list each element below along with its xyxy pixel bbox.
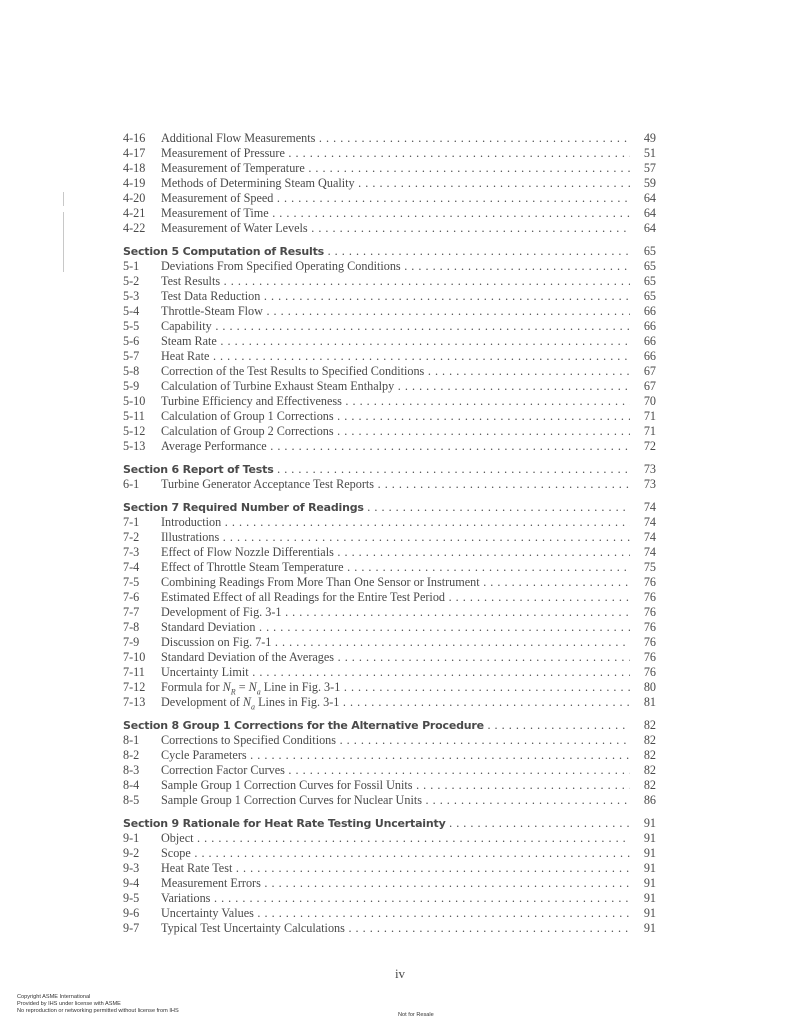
entry-title: Cycle Parameters . . . — [161, 748, 630, 763]
section-title: Section 9 Rationale for Heat Rate Testing Uncertainty . . . — [123, 816, 630, 831]
entry-page: 82 — [643, 778, 656, 792]
toc-entry — [123, 560, 656, 575]
entry-page: 72 — [643, 439, 656, 453]
entry-number: 8-3 — [123, 763, 140, 777]
toc-entry — [123, 876, 656, 891]
toc-entry — [123, 575, 656, 590]
entry-title: Effect of Throttle Steam Temperature . . . — [161, 560, 630, 575]
entry-number: 4-16 — [123, 131, 146, 145]
toc-entry — [123, 620, 656, 635]
section-title: Section 8 Group 1 Corrections for the Alternative Procedure . . . — [123, 718, 630, 733]
entry-title: Measurement Errors . . . — [161, 876, 630, 891]
toc-entry — [123, 206, 656, 221]
toc-entry — [123, 680, 656, 695]
entry-page: 76 — [643, 590, 656, 604]
entry-title: Uncertainty Limit . . . — [161, 665, 630, 680]
section-page: 91 — [643, 816, 656, 830]
toc-entry — [123, 221, 656, 236]
entry-number: 5-12 — [123, 424, 146, 438]
entry-title: Uncertainty Values . . . — [161, 906, 630, 921]
toc-entry — [123, 635, 656, 650]
entry-number: 5-6 — [123, 334, 140, 348]
entry-number: 5-4 — [123, 304, 140, 318]
entry-page: 82 — [643, 733, 656, 747]
entry-title: Correction Factor Curves . . . — [161, 763, 630, 778]
entry-number: 7-6 — [123, 590, 140, 604]
entry-title: Standard Deviation . . . — [161, 620, 630, 635]
entry-title: Heat Rate . . . — [161, 349, 630, 364]
toc-entry — [123, 846, 656, 861]
toc-entry — [123, 921, 656, 936]
entry-title: Effect of Flow Nozzle Differentials . . . — [161, 545, 630, 560]
toc-entry — [123, 861, 656, 876]
toc-entry — [123, 439, 656, 454]
entry-title: Calculation of Group 1 Corrections . . . — [161, 409, 630, 424]
margin-mark — [63, 212, 64, 272]
entry-page: 75 — [643, 560, 656, 574]
entry-number: 4-22 — [123, 221, 146, 235]
entry-page: 91 — [643, 891, 656, 905]
entry-page: 66 — [643, 319, 656, 333]
entry-number: 9-7 — [123, 921, 140, 935]
entry-page: 91 — [643, 921, 656, 935]
toc-entry — [123, 176, 656, 191]
entry-page: 91 — [643, 861, 656, 875]
entry-number: 7-11 — [123, 665, 145, 679]
entry-title: Sample Group 1 Correction Curves for Fossil Units . . . — [161, 778, 630, 793]
entry-title: Introduction . . . — [161, 515, 630, 530]
entry-page: 82 — [643, 763, 656, 777]
margin-mark — [63, 192, 64, 206]
toc-entry — [123, 161, 656, 176]
toc-entry — [123, 748, 656, 763]
entry-page: 82 — [643, 748, 656, 762]
entry-title: Corrections to Specified Conditions . . . — [161, 733, 630, 748]
entry-number: 9-4 — [123, 876, 140, 890]
entry-number: 5-8 — [123, 364, 140, 378]
section-heading — [123, 244, 656, 259]
entry-title: Standard Deviation of the Averages . . . — [161, 650, 630, 665]
entry-title: Deviations From Specified Operating Conditions . . . — [161, 259, 630, 274]
toc-entry — [123, 778, 656, 793]
entry-number: 4-18 — [123, 161, 146, 175]
entry-title: Heat Rate Test . . . — [161, 861, 630, 876]
section-title: Section 5 Computation of Results . . . — [123, 244, 630, 259]
entry-page: 86 — [643, 793, 656, 807]
entry-page: 65 — [643, 259, 656, 273]
toc-entry — [123, 733, 656, 748]
entry-title: Capability . . . — [161, 319, 630, 334]
entry-number: 9-1 — [123, 831, 140, 845]
section-page: 74 — [643, 500, 656, 514]
toc-entry — [123, 349, 656, 364]
entry-title: Test Data Reduction . . . — [161, 289, 630, 304]
entry-page: 59 — [643, 176, 656, 190]
toc-entry — [123, 379, 656, 394]
entry-page: 66 — [643, 349, 656, 363]
entry-number: 7-13 — [123, 695, 146, 709]
entry-number: 7-7 — [123, 605, 140, 619]
entry-title: Measurement of Pressure . . . — [161, 146, 630, 161]
entry-number: 9-6 — [123, 906, 140, 920]
entry-number: 7-12 — [123, 680, 146, 694]
entry-number: 7-5 — [123, 575, 140, 589]
entry-number: 4-21 — [123, 206, 146, 220]
section-page: 65 — [643, 244, 656, 258]
section-page: 82 — [643, 718, 656, 732]
entry-page: 64 — [643, 191, 656, 205]
entry-number: 9-2 — [123, 846, 140, 860]
entry-title: Calculation of Turbine Exhaust Steam Enthalpy . . . — [161, 379, 630, 394]
entry-title: Measurement of Speed . . . — [161, 191, 630, 206]
entry-page: 76 — [643, 620, 656, 634]
entry-number: 4-17 — [123, 146, 146, 160]
entry-title: Formula for $N_R = N_a$ Line in Fig. 3-1 . . . — [161, 680, 630, 699]
entry-page: 91 — [643, 831, 656, 845]
section-title: Section 6 Report of Tests . . . — [123, 462, 630, 477]
entry-number: 7-4 — [123, 560, 140, 574]
entry-title: Steam Rate . . . — [161, 334, 630, 349]
entry-number: 8-4 — [123, 778, 140, 792]
entry-number: 5-3 — [123, 289, 140, 303]
toc-entry — [123, 590, 656, 605]
entry-page: 76 — [643, 665, 656, 679]
toc-entry — [123, 545, 656, 560]
entry-page: 51 — [643, 146, 656, 160]
toc-entry — [123, 274, 656, 289]
section-heading — [123, 462, 656, 477]
toc-entry — [123, 259, 656, 274]
toc-entry — [123, 763, 656, 778]
entry-title: Typical Test Uncertainty Calculations . . . — [161, 921, 630, 936]
copyright-footer — [17, 994, 179, 1016]
entry-number: 9-5 — [123, 891, 140, 905]
entry-title: Measurement of Temperature . . . — [161, 161, 630, 176]
page-number: iv — [394, 966, 406, 981]
toc-entry — [123, 530, 656, 545]
entry-page: 49 — [643, 131, 656, 145]
entry-title: Measurement of Water Levels . . . — [161, 221, 630, 236]
entry-number: 9-3 — [123, 861, 140, 875]
entry-title: Test Results . . . — [161, 274, 630, 289]
entry-page: 73 — [643, 477, 656, 491]
entry-page: 71 — [643, 424, 656, 438]
entry-title: Calculation of Group 2 Corrections . . . — [161, 424, 630, 439]
entry-title: Variations . . . — [161, 891, 630, 906]
entry-number: 7-9 — [123, 635, 140, 649]
toc-entry — [123, 891, 656, 906]
entry-page: 67 — [643, 364, 656, 378]
entry-number: 7-1 — [123, 515, 140, 529]
entry-page: 80 — [643, 680, 656, 694]
toc-entry — [123, 191, 656, 206]
toc-entry — [123, 146, 656, 161]
entry-title: Sample Group 1 Correction Curves for Nuclear Units . . . — [161, 793, 630, 808]
section-heading — [123, 718, 656, 733]
toc-entry — [123, 364, 656, 379]
entry-number: 7-10 — [123, 650, 146, 664]
toc-entry — [123, 831, 656, 846]
section-heading — [123, 500, 656, 515]
entry-number: 5-1 — [123, 259, 140, 273]
entry-number: 7-2 — [123, 530, 140, 544]
entry-title: Development of Fig. 3-1 . . . — [161, 605, 630, 620]
toc-entry — [123, 477, 656, 492]
toc-entry — [123, 906, 656, 921]
section-title: Section 7 Required Number of Readings . . . — [123, 500, 630, 515]
entry-title: Estimated Effect of all Readings for the Entire Test Period . . . — [161, 590, 630, 605]
entry-page: 67 — [643, 379, 656, 393]
entry-title: Throttle-Steam Flow . . . — [161, 304, 630, 319]
footer-line: Provided by IHS under license with ASME — [17, 1001, 121, 1008]
entry-title: Discussion on Fig. 7-1 . . . — [161, 635, 630, 650]
section-heading — [123, 816, 656, 831]
entry-number: 5-13 — [123, 439, 146, 453]
footer-line: No reproduction or networking permitted without license from IHS — [17, 1008, 179, 1015]
entry-page: 76 — [643, 650, 656, 664]
entry-page: 76 — [643, 635, 656, 649]
entry-number: 5-2 — [123, 274, 140, 288]
footer-line: Copyright ASME International — [17, 994, 91, 1000]
table-of-contents — [123, 131, 656, 936]
entry-page: 66 — [643, 304, 656, 318]
entry-title: Illustrations . . . — [161, 530, 630, 545]
entry-number: 6-1 — [123, 477, 140, 491]
entry-page: 70 — [643, 394, 656, 408]
entry-number: 8-5 — [123, 793, 140, 807]
entry-page: 91 — [643, 846, 656, 860]
entry-page: 65 — [643, 289, 656, 303]
toc-entry — [123, 409, 656, 424]
entry-page: 76 — [643, 575, 656, 589]
entry-number: 8-2 — [123, 748, 140, 762]
entry-page: 91 — [643, 906, 656, 920]
entry-page: 64 — [643, 221, 656, 235]
entry-page: 64 — [643, 206, 656, 220]
toc-entry — [123, 650, 656, 665]
entry-page: 74 — [643, 515, 656, 529]
entry-title: Correction of the Test Results to Specified Conditions . . . — [161, 364, 630, 379]
entry-page: 71 — [643, 409, 656, 423]
entry-number: 8-1 — [123, 733, 140, 747]
entry-number: 4-20 — [123, 191, 146, 205]
entry-page: 66 — [643, 334, 656, 348]
entry-number: 4-19 — [123, 176, 146, 190]
entry-title: Development of $N_a$ Lines in Fig. 3-1 . . . — [161, 695, 630, 714]
entry-title: Turbine Efficiency and Effectiveness . . . — [161, 394, 630, 409]
entry-page: 76 — [643, 605, 656, 619]
toc-entry — [123, 424, 656, 439]
toc-entry — [123, 605, 656, 620]
section-page: 73 — [643, 462, 656, 476]
entry-number: 7-8 — [123, 620, 140, 634]
entry-title: Methods of Determining Steam Quality . . . — [161, 176, 630, 191]
toc-entry — [123, 304, 656, 319]
entry-title: Additional Flow Measurements . . . — [161, 131, 630, 146]
toc-entry — [123, 515, 656, 530]
entry-title: Object . . . — [161, 831, 630, 846]
entry-title: Scope . . . — [161, 846, 630, 861]
not-for-resale-notice: Not for Resale — [398, 1012, 434, 1018]
toc-entry — [123, 695, 656, 710]
entry-number: 5-7 — [123, 349, 140, 363]
entry-number: 5-5 — [123, 319, 140, 333]
entry-title: Measurement of Time . . . — [161, 206, 630, 221]
entry-number: 5-9 — [123, 379, 140, 393]
toc-entry — [123, 131, 656, 146]
entry-page: 81 — [643, 695, 656, 709]
entry-page: 57 — [643, 161, 656, 175]
entry-title: Combining Readings From More Than One Sensor or Instrument . . . — [161, 575, 630, 590]
entry-page: 74 — [643, 530, 656, 544]
entry-number: 5-10 — [123, 394, 146, 408]
toc-entry — [123, 289, 656, 304]
entry-title: Turbine Generator Acceptance Test Reports . . . — [161, 477, 630, 492]
toc-entry — [123, 793, 656, 808]
entry-number: 5-11 — [123, 409, 145, 423]
entry-page: 74 — [643, 545, 656, 559]
entry-page: 91 — [643, 876, 656, 890]
entry-page: 65 — [643, 274, 656, 288]
toc-entry — [123, 394, 656, 409]
toc-entry — [123, 665, 656, 680]
entry-number: 7-3 — [123, 545, 140, 559]
toc-entry — [123, 319, 656, 334]
entry-title: Average Performance . . . — [161, 439, 630, 454]
toc-entry — [123, 334, 656, 349]
